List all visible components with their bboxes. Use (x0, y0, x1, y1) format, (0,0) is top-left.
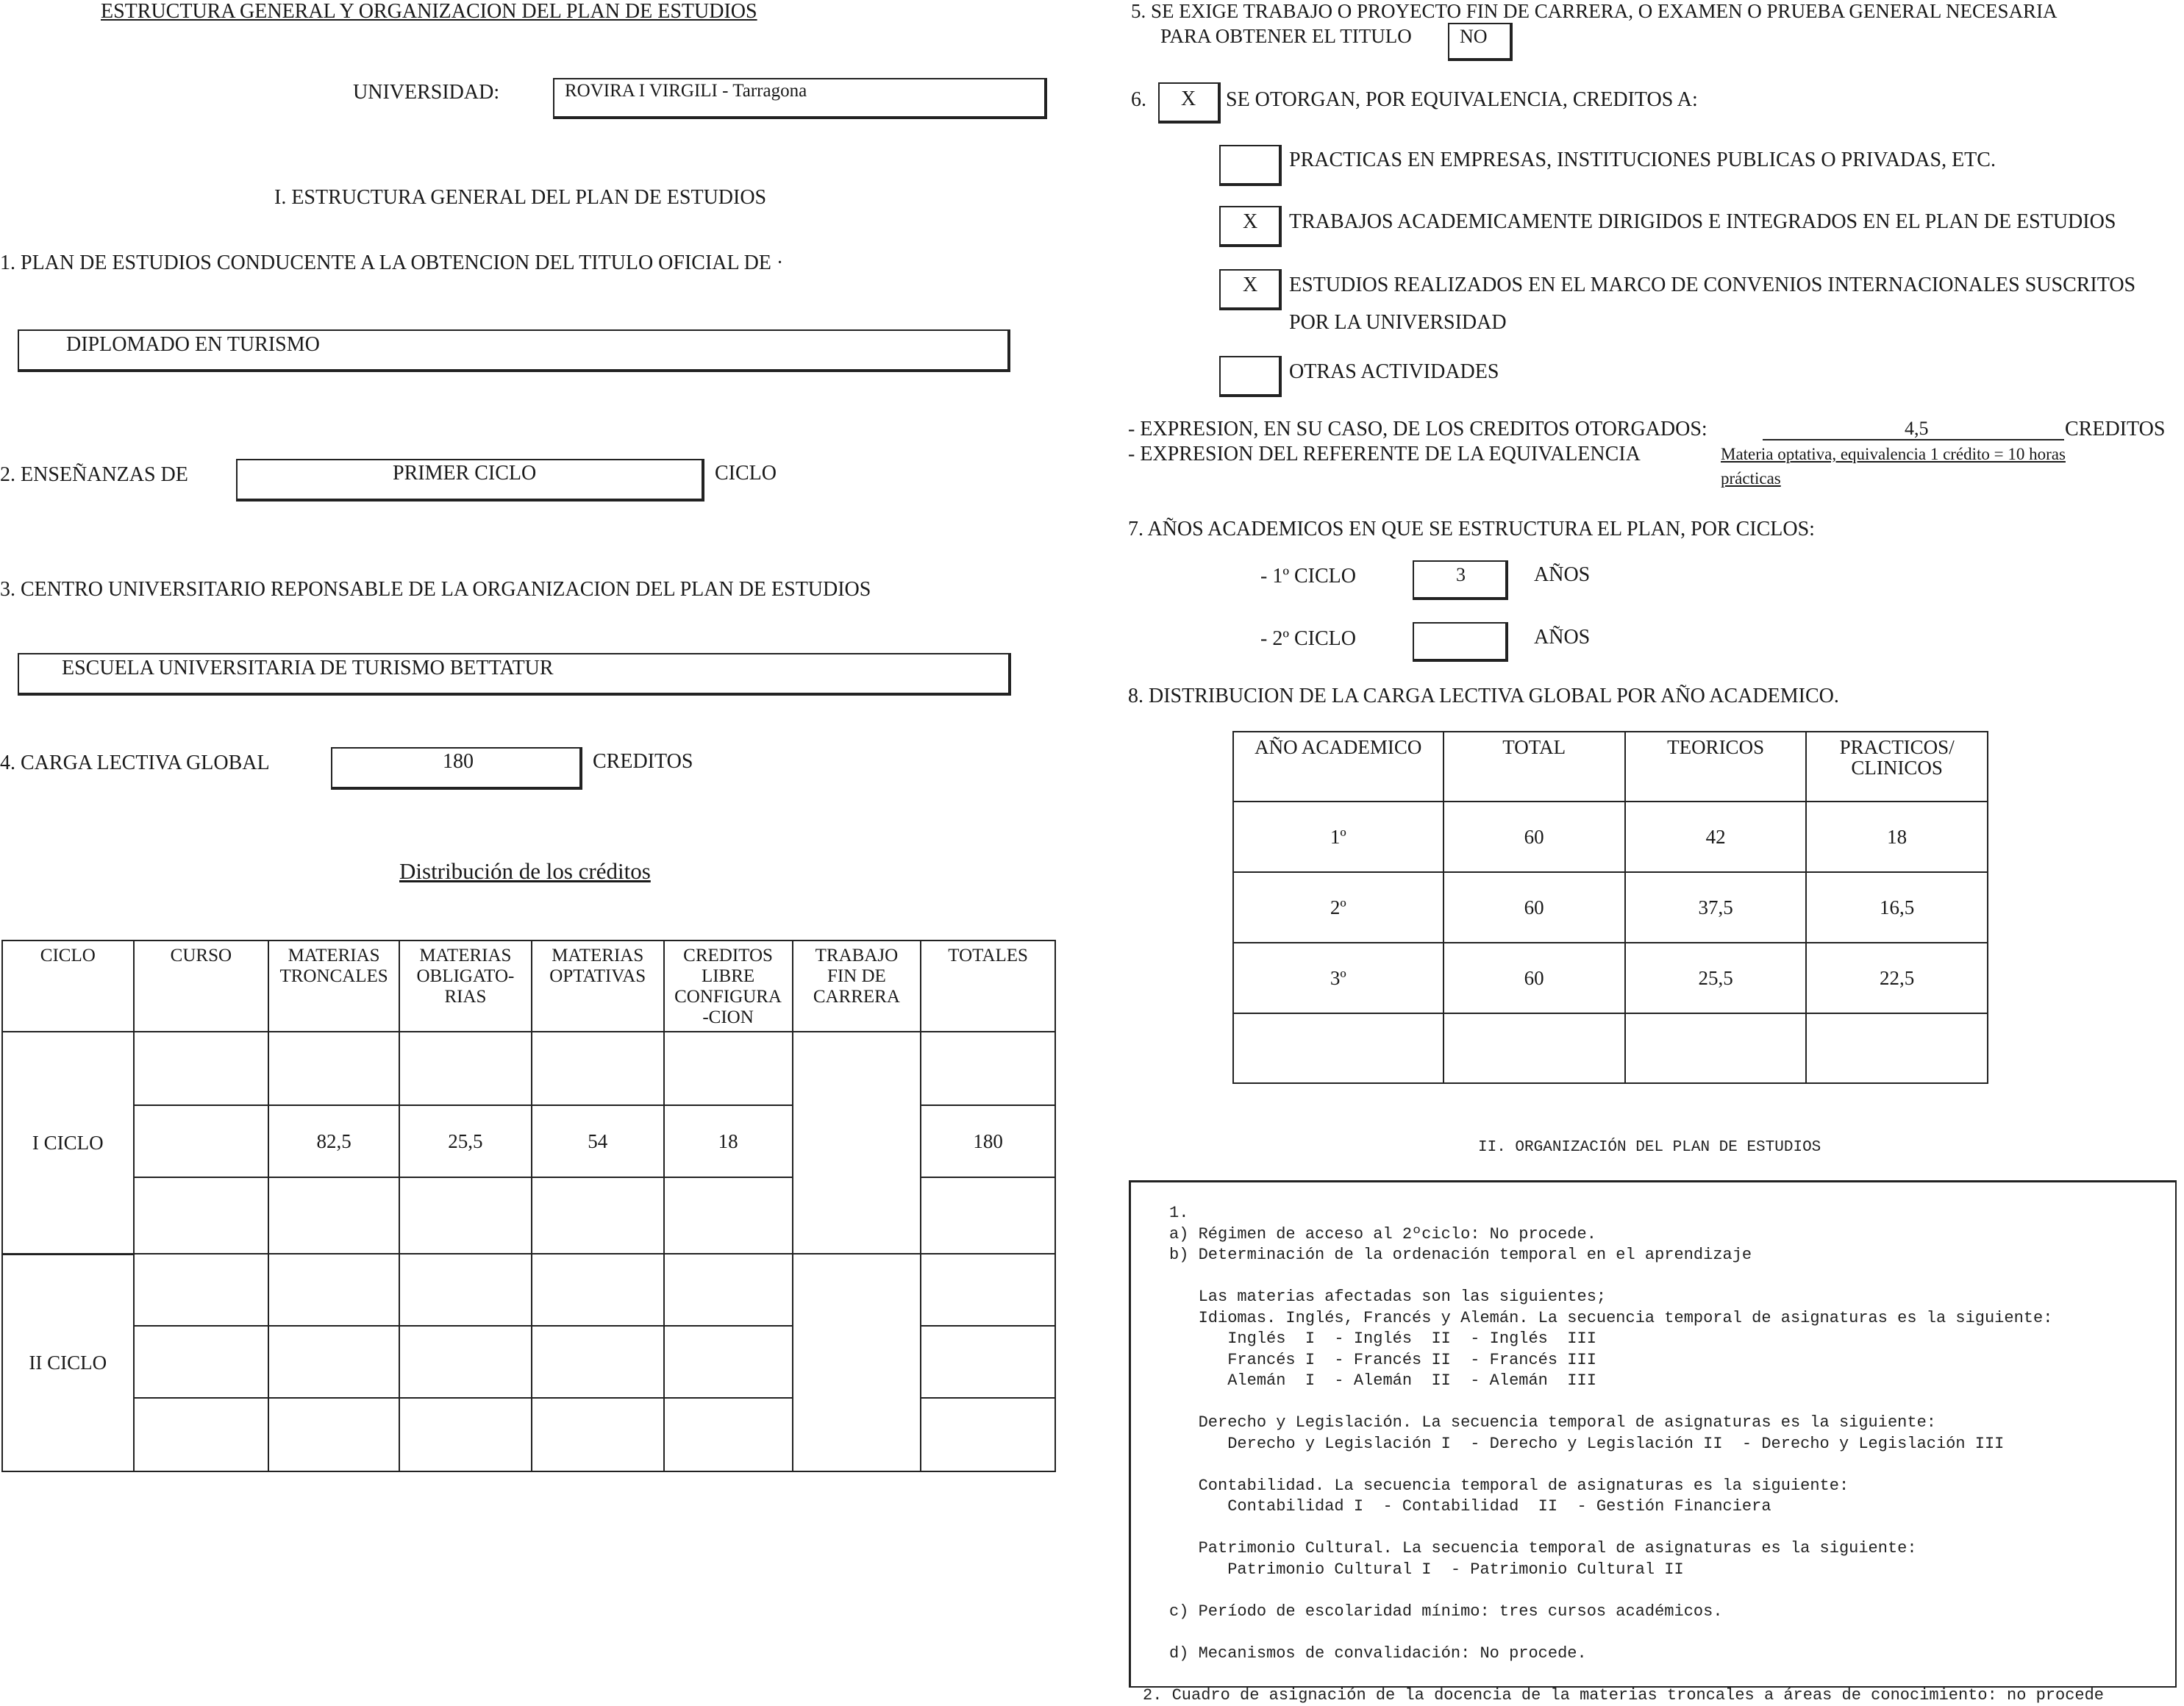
item-7-ciclo-2-unit: AÑOS (1534, 626, 1590, 649)
ciclo-2-cell: II CICLO (2, 1254, 134, 1471)
item-7-ciclo-1-value: 3 (1456, 564, 1466, 586)
load-row-3-total: 60 (1443, 943, 1625, 1013)
centro-value: ESCUELA UNIVERSITARIA DE TURISMO BETTATUR (62, 657, 554, 680)
org-line: Francés I - Francés II - Francés III (1169, 1350, 1596, 1371)
load-row-3-teoricos: 25,5 (1625, 943, 1807, 1013)
load-table (1232, 731, 1988, 1084)
section-1-title: I. ESTRUCTURA GENERAL DEL PLAN DE ESTUDIOS (274, 186, 766, 210)
document-title: ESTRUCTURA GENERAL Y ORGANIZACION DEL PLAN DE ESTUDIOS (101, 0, 757, 24)
load-row-4-teoricos (1625, 1013, 1807, 1083)
header-trabajo-fin: TRABAJO FIN DE CARRERA (793, 941, 921, 1032)
expresion-referente-value-2: prácticas (1721, 469, 1781, 488)
trabajo-fin-cell-1 (793, 1032, 921, 1254)
universidad-label: UNIVERSIDAD: (353, 81, 499, 104)
ciclo-1-cell: I CICLO (2, 1032, 134, 1254)
org-line: Alemán I - Alemán II - Alemán III (1169, 1371, 1596, 1392)
option-practicas-label: PRACTICAS EN EMPRESAS, INSTITUCIONES PUBLICAS O PRIVADAS, ETC. (1289, 149, 1996, 172)
load-row-1-practicos: 18 (1806, 802, 1988, 872)
org-line: 2. Cuadro de asignación de la docencia de la materias troncales a áreas de conocimiento: no procede (1143, 1685, 2104, 1706)
item-6-label: SE OTORGAN, POR EQUIVALENCIA, CREDITOS A: (1226, 88, 1698, 112)
carga-value: 180 (443, 750, 474, 774)
optativas-value: 54 (532, 1105, 664, 1177)
item-4-label: 4. CARGA LECTIVA GLOBAL (0, 752, 270, 775)
expresion-creditos-suffix: CREDITOS (2065, 418, 2165, 441)
ensenanzas-value: PRIMER CICLO (393, 462, 536, 485)
totales-value: 180 (921, 1105, 1055, 1177)
trabajo-fin-cell-2 (793, 1254, 921, 1471)
load-row-4-practicos (1806, 1013, 1988, 1083)
item-7-ciclo-1-label: - 1º CICLO (1260, 565, 1356, 588)
header-ciclo: CICLO (2, 941, 134, 1032)
expresion-referente-label: - EXPRESION DEL REFERENTE DE LA EQUIVALENCIA (1128, 443, 1641, 466)
header-curso: CURSO (134, 941, 269, 1032)
expresion-referente-value-1: Materia optativa, equivalencia 1 crédito = 10 horas (1721, 445, 2066, 464)
load-row-4-ano (1233, 1013, 1443, 1083)
org-line: Patrimonio Cultural I - Patrimonio Cultural II (1169, 1560, 1684, 1581)
load-row-2-total: 60 (1443, 872, 1625, 943)
load-row-3-ano: 3º (1233, 943, 1443, 1013)
header-totales: TOTALES (921, 941, 1055, 1032)
load-header-teoricos: TEORICOS (1625, 732, 1807, 802)
option-otras-checkbox (1219, 356, 1282, 397)
item-4-suffix: CREDITOS (593, 750, 693, 774)
org-line: Idiomas. Inglés, Francés y Alemán. La secuencia temporal de asignaturas es la siguiente: (1169, 1308, 2052, 1330)
item-5-value: NO (1460, 26, 1488, 48)
item-7-ciclo-2-field (1413, 622, 1508, 662)
load-row-1-teoricos: 42 (1625, 802, 1807, 872)
item-7-ciclo-2-label: - 2º CICLO (1260, 627, 1356, 651)
item-7-label: 7. AÑOS ACADEMICOS EN QUE SE ESTRUCTURA EL PLAN, POR CICLOS: (1128, 518, 1815, 541)
item-5-line1: 5. SE EXIGE TRABAJO O PROYECTO FIN DE CARRERA, O EXAMEN O PRUEBA GENERAL NECESARIA (1131, 0, 2058, 23)
org-line: Derecho y Legislación. La secuencia temporal de asignaturas es la siguiente: (1169, 1413, 1936, 1434)
load-row-3-practicos: 22,5 (1806, 943, 1988, 1013)
org-line: Inglés I - Inglés II - Inglés III (1169, 1329, 1596, 1350)
option-otras-label: OTRAS ACTIVIDADES (1289, 360, 1499, 384)
item-7-ciclo-1-unit: AÑOS (1534, 563, 1590, 587)
load-header-practicos: PRACTICOS/ CLINICOS (1806, 732, 1988, 802)
load-row-2-teoricos: 37,5 (1625, 872, 1807, 943)
libre-config-value: 18 (664, 1105, 793, 1177)
organization-box (1129, 1180, 2177, 1688)
option-estudios-label: ESTUDIOS REALIZADOS EN EL MARCO DE CONVENIOS INTERNACIONALES SUSCRITOS (1289, 274, 2135, 297)
universidad-value: ROVIRA I VIRGILI - Tarragona (565, 81, 807, 101)
option-estudios-label-2: POR LA UNIVERSIDAD (1289, 311, 1507, 335)
option-trabajos-check: X (1243, 210, 1257, 234)
titulo-value: DIPLOMADO EN TURISMO (66, 333, 320, 357)
option-estudios-check: X (1243, 274, 1257, 297)
org-line: Contabilidad I - Contabilidad II - Gestión Financiera (1169, 1496, 1771, 1518)
item-3-label: 3. CENTRO UNIVERSITARIO REPONSABLE DE LA ORGANIZACION DEL PLAN DE ESTUDIOS (0, 578, 871, 602)
load-row-2-practicos: 16,5 (1806, 872, 1988, 943)
distribution-title: Distribución de los créditos (399, 858, 651, 885)
org-line: b) Determinación de la ordenación temporal en el aprendizaje (1169, 1245, 1752, 1266)
org-line: Las materias afectadas son las siguientes; (1169, 1287, 1606, 1308)
expresion-creditos-label: - EXPRESION, EN SU CASO, DE LOS CREDITOS OTORGADOS: (1128, 418, 1707, 441)
item-6-num: 6. (1131, 88, 1146, 112)
load-row-2-ano: 2º (1233, 872, 1443, 943)
load-row-1-ano: 1º (1233, 802, 1443, 872)
item-1-label: 1. PLAN DE ESTUDIOS CONDUCENTE A LA OBTENCION DEL TITULO OFICIAL DE · (0, 251, 783, 275)
credits-table (1, 940, 1056, 1472)
header-troncales: MATERIAS TRONCALES (268, 941, 399, 1032)
troncales-value: 82,5 (268, 1105, 399, 1177)
header-libre-config: CREDITOS LIBRE CONFIGURA -CION (664, 941, 793, 1032)
item-6-check: X (1181, 88, 1196, 111)
load-row-1-total: 60 (1443, 802, 1625, 872)
org-line: Contabilidad. La secuencia temporal de asignaturas es la siguiente: (1169, 1476, 1849, 1497)
org-line: 1. (1169, 1203, 1188, 1224)
item-2-label: 2. ENSEÑANZAS DE (0, 463, 188, 487)
section-2-title: II. ORGANIZACIÓN DEL PLAN DE ESTUDIOS (1478, 1138, 1821, 1159)
org-line: a) Régimen de acceso al 2ºciclo: No procede. (1169, 1224, 1596, 1246)
obligatorias-value: 25,5 (399, 1105, 532, 1177)
option-practicas-checkbox (1219, 145, 1282, 186)
header-obligatorias: MATERIAS OBLIGATO- RIAS (399, 941, 532, 1032)
org-line: Patrimonio Cultural. La secuencia temporal de asignaturas es la siguiente: (1169, 1538, 1917, 1560)
header-optativas: MATERIAS OPTATIVAS (532, 941, 664, 1032)
load-header-ano: AÑO ACADEMICO (1233, 732, 1443, 802)
item-8-label: 8. DISTRIBUCION DE LA CARGA LECTIVA GLOBAL POR AÑO ACADEMICO. (1128, 685, 1839, 708)
expresion-creditos-value: 4,5 (1905, 418, 1929, 440)
org-line: c) Período de escolaridad mínimo: tres cursos académicos. (1169, 1602, 1723, 1623)
item-5-line2: PARA OBTENER EL TITULO (1160, 25, 1412, 48)
org-line: Derecho y Legislación I - Derecho y Legislación II - Derecho y Legislación III (1169, 1434, 2004, 1455)
load-header-total: TOTAL (1443, 732, 1625, 802)
org-line: d) Mecanismos de convalidación: No procede. (1169, 1643, 1587, 1665)
load-row-4-total (1443, 1013, 1625, 1083)
item-2-suffix: CICLO (715, 462, 777, 485)
option-trabajos-label: TRABAJOS ACADEMICAMENTE DIRIGIDOS E INTEGRADOS EN EL PLAN DE ESTUDIOS (1289, 210, 2116, 234)
